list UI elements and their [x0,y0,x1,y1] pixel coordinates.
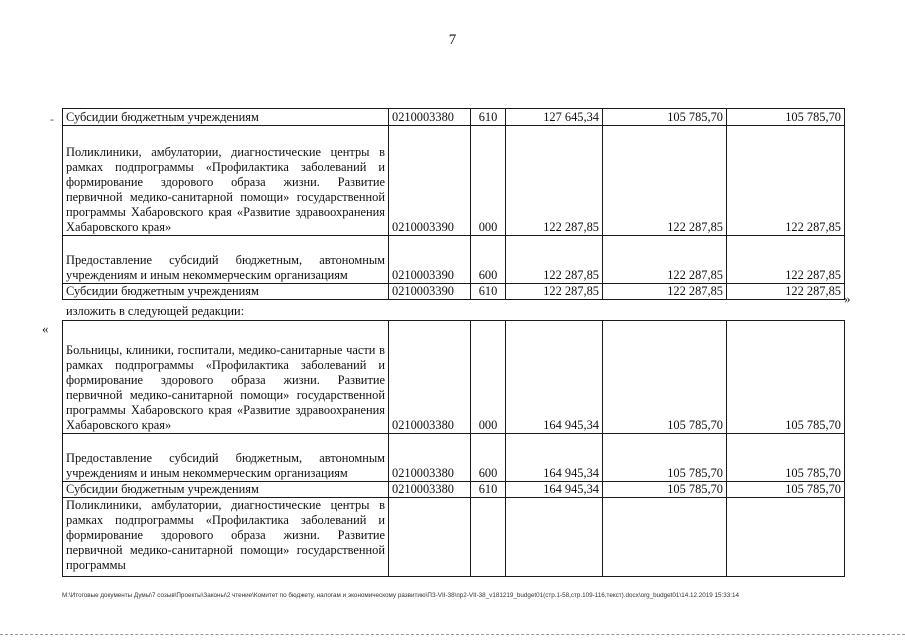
table-row [63,482,845,498]
row-value-2021 [727,498,845,577]
row-vr: 000 [471,126,506,236]
row-vr: 600 [471,434,506,482]
row-value-2019 [506,498,603,577]
row-csr: 0210003390 [389,284,471,300]
page-number: 7 [448,32,457,48]
table-row [63,498,845,577]
row-csr: 0210003380 [389,482,471,498]
row-vr [471,498,506,577]
row-vr: 610 [471,482,506,498]
row-value-2021: 105 785,70 [727,434,845,482]
table-row [63,236,845,284]
row-name: Предоставление субсидий бюджетным, автономным учреждениям и иным некоммерческим организациям [63,434,389,482]
row-value-2020: 105 785,70 [603,321,727,434]
row-value-2020: 122 287,85 [603,284,727,300]
row-csr [389,498,471,577]
row-name: Больницы, клиники, госпитали, медико-санитарные части в рамках подпрограммы «Профилактика заболеваний и формирование здорового образа жизни. Развитие первичной медико-санитарной помощи» государственной программы Хабаровского края «Развитие здравоохранения Хабаровского края» [63,321,389,434]
row-value-2019: 127 645,34 [506,109,603,126]
budget-table-current [62,108,845,300]
document-path-footer: M:\Итоговые документы Думы\7 созыв\Проекты\Законы\2 чтение\Комитет по бюджету, налогам и экономическому развитию\ПЗ-VII-38\пр2-VII-38_v181219_budget01(стр.1-58,стр.109-116,текст).docx\org_budget01\14.12.2019 15:33:14 [62,592,739,599]
table-row [63,321,845,434]
row-value-2019: 164 945,34 [506,434,603,482]
table-row [63,126,845,236]
row-value-2020: 105 785,70 [603,109,727,126]
row-csr: 0210003390 [389,236,471,284]
row-value-2019: 122 287,85 [506,236,603,284]
row-name: Субсидии бюджетным учреждениям [63,284,389,300]
row-value-2021: 105 785,70 [727,482,845,498]
row-vr: 000 [471,321,506,434]
margin-mark: - [50,112,54,126]
row-name: Субсидии бюджетным учреждениям [63,109,389,126]
row-name: Поликлиники, амбулатории, диагностические центры в рамках подпрограммы «Профилактика заболеваний и формирование здорового образа жизни. Развитие первичной медико-санитарной помощи» государственной программы Хабаровского края «Развитие здравоохранения Хабаровского края» [63,126,389,236]
opening-quote: « [42,321,49,336]
row-value-2019: 164 945,34 [506,482,603,498]
row-value-2019: 122 287,85 [506,284,603,300]
row-value-2021: 122 287,85 [727,126,845,236]
row-value-2020: 122 287,85 [603,126,727,236]
row-vr: 610 [471,109,506,126]
row-value-2021: 122 287,85 [727,284,845,300]
closing-quote: » [844,291,851,306]
redaction-text: изложить в следующей редакции: [66,304,245,318]
row-value-2019: 122 287,85 [506,126,603,236]
page-bottom-divider [0,634,905,635]
table-row [63,434,845,482]
row-value-2021: 122 287,85 [727,236,845,284]
row-value-2021: 105 785,70 [727,109,845,126]
row-csr: 0210003390 [389,126,471,236]
row-value-2021: 105 785,70 [727,321,845,434]
row-csr: 0210003380 [389,109,471,126]
row-value-2020 [603,498,727,577]
row-name: Предоставление субсидий бюджетным, автономным учреждениям и иным некоммерческим организациям [63,236,389,284]
row-name: Субсидии бюджетным учреждениям [63,482,389,498]
budget-table-new [62,320,845,577]
table-row [63,109,845,126]
row-value-2020: 105 785,70 [603,482,727,498]
row-vr: 600 [471,236,506,284]
row-value-2020: 105 785,70 [603,434,727,482]
table-row [63,284,845,300]
row-csr: 0210003380 [389,434,471,482]
row-value-2019: 164 945,34 [506,321,603,434]
row-csr: 0210003380 [389,321,471,434]
row-name: Поликлиники, амбулатории, диагностические центры в рамках подпрограммы «Профилактика заболеваний и формирование здорового образа жизни. Развитие первичной медико-санитарной помощи» государственной программы [63,498,389,577]
row-vr: 610 [471,284,506,300]
row-value-2020: 122 287,85 [603,236,727,284]
